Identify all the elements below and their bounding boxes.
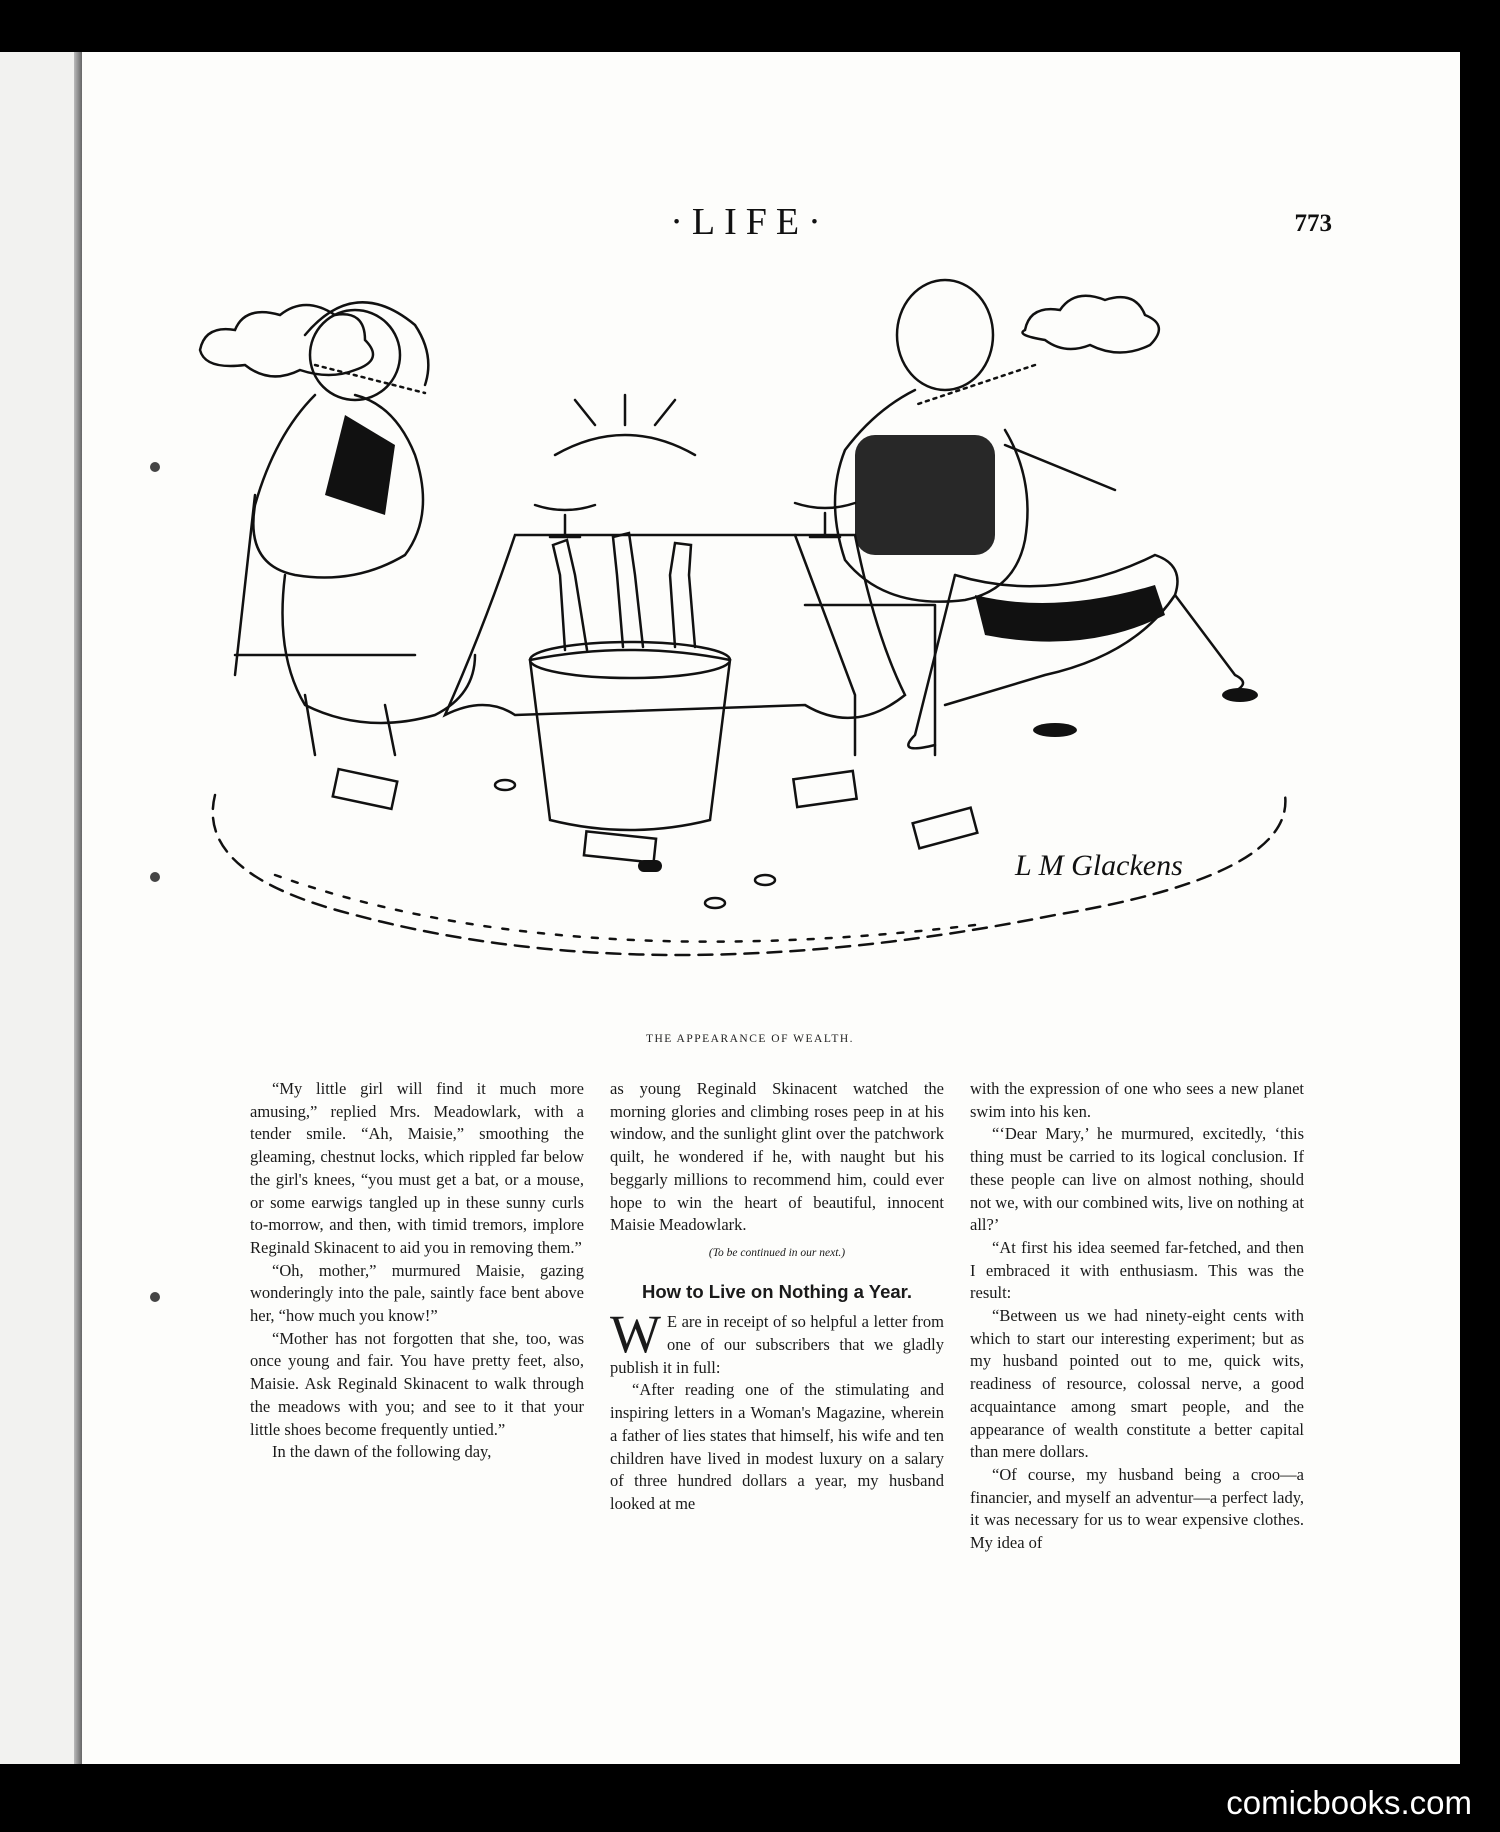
watermark: comicbooks.com (1226, 1784, 1472, 1821)
paragraph: “Of course, my husband being a croo—a financier, and myself an adventur—a perfect lady, it was necessary for us to wear expensive clothes. My idea of (970, 1464, 1304, 1553)
running-head: ·LIFE· (670, 201, 830, 243)
artist-signature: L M Glackens (1015, 849, 1183, 882)
paragraph: with the expression of one who sees a new planet swim into his ken. (970, 1079, 1304, 1121)
previous-page-edge (0, 52, 82, 1764)
cartoon-caption: THE APPEARANCE OF WEALTH. (645, 1033, 855, 1045)
paragraph: “Between us we had ninety-eight cents with which to start our interesting experiment; but as my husband pointed out to me, quick wits, readiness of resource, colossal nerve, a good acquaintance among smart people, and the appearance of wealth constitute a better capital than mere dollars. (970, 1306, 1304, 1462)
text-column-3 (970, 1078, 1304, 1555)
binding-hole (150, 1292, 160, 1302)
paragraph: “After reading one of the stimulating and inspiring letters in a Woman's Magazine, wherein a father of lies states that himself, his wife and ten children have lived in modest luxury on a salary of three hundred dollars a year, my husband looked at me (610, 1380, 944, 1513)
paragraph: In the dawn of the following day, (272, 1442, 492, 1462)
drop-cap: W (610, 1304, 661, 1365)
text-column-1 (250, 1078, 584, 1464)
lead-paragraph (610, 1304, 944, 1379)
text-column-2 (610, 1078, 944, 1516)
cartoon-illustration (155, 275, 1295, 1025)
paragraph: as young Reginald Skinacent watched the morning glories and climbing roses peep in at his window, and the sunlight glint over the patchwork quilt, he wondered if he, with naught but his beggarly millions to recommend him, could ever hope to win the heart of beautiful, innocent Maisie Meadowlark. (610, 1079, 944, 1235)
paragraph: “My little girl will find it much more amusing,” replied Mrs. Meadowlark, with a tender smile. “Ah, Maisie,” smoothing the gleaming, chestnut locks, which rippled far below the girl's knees, “you must get a bat, or a mouse, or some earwigs tangled up in these sunny curls to-morrow, and then, with timid tremors, implore Reginald Skinacent to aid you in removing them.” (250, 1079, 584, 1257)
paragraph: “‘Dear Mary,’ he murmured, excitedly, ‘this thing must be carried to its logical conclusion. If these people can live on almost nothing, should not we, with our combined wits, live on nothing at all?’ (970, 1124, 1304, 1235)
paragraph: “Oh, mother,” murmured Maisie, gazing wonderingly into the pale, saintly face bent above her, “how much you know!” (250, 1260, 584, 1326)
paragraph: “At first his idea seemed far-fetched, and then I embraced it with enthusiasm. This was the result: (970, 1237, 1304, 1303)
page-number: 773 (1294, 210, 1332, 237)
lead-text: E are in receipt of so helpful a letter from one of our subscribers that we gladly publish it in full: (610, 1312, 944, 1377)
article-heading: How to Live on Nothing a Year. (641, 1280, 912, 1302)
continued-note: (To be continued in our next.) (708, 1246, 846, 1259)
paragraph: “Mother has not forgotten that she, too, was once young and fair. You have pretty feet, also, Maisie. Ask Reginald Skinacent to walk through the meadows with you; and see to it that your little shoes become frequently untied.” (250, 1328, 584, 1439)
